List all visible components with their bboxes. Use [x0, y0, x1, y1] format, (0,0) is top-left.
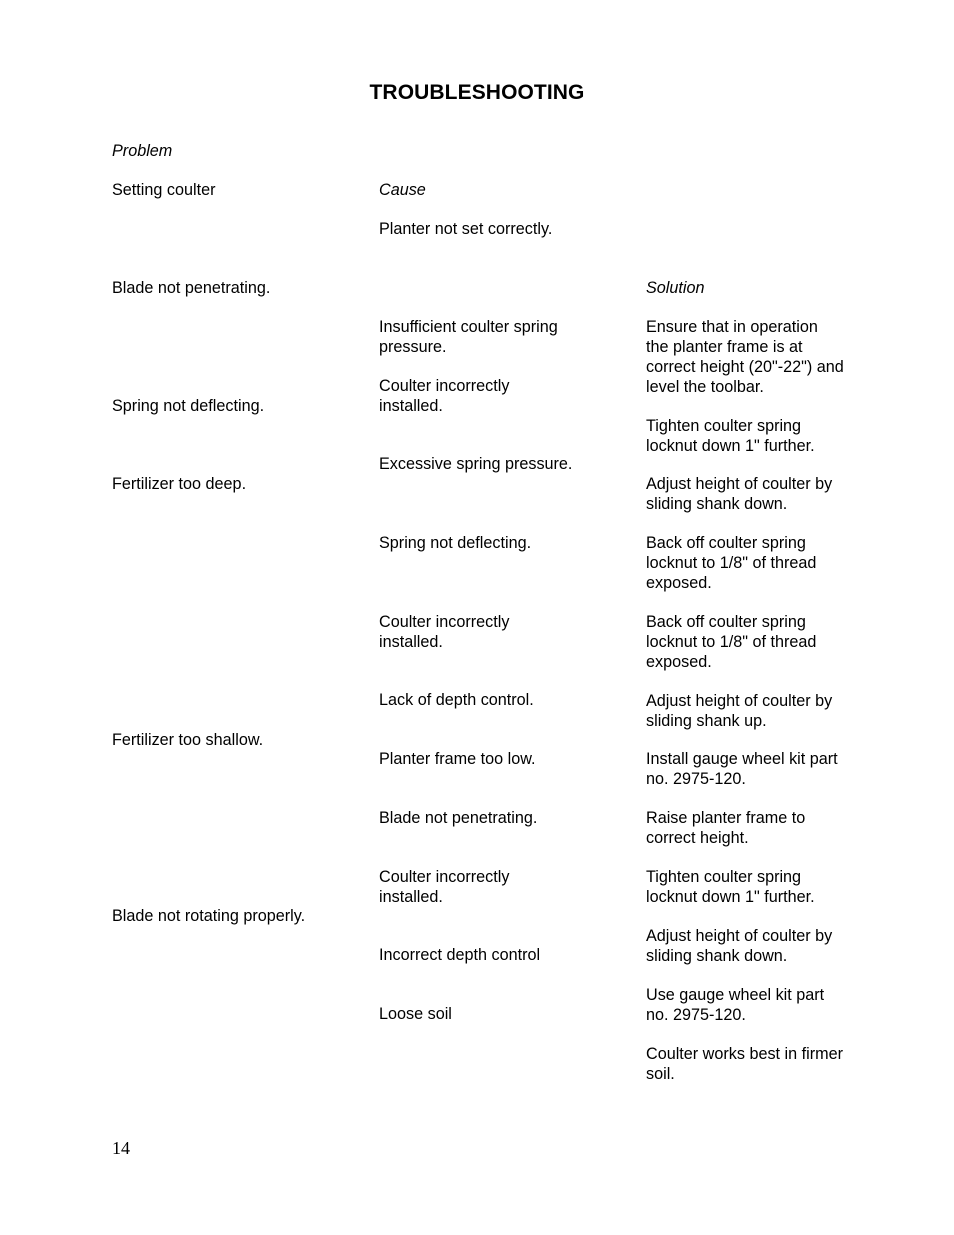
- solution-item: Raise planter frame to correct height.: [646, 809, 806, 847]
- problem-item: Blade not penetrating.: [112, 279, 271, 297]
- cause-item: Planter frame too low.: [379, 750, 536, 768]
- cause-item: Coulter incorrectly installed.: [379, 613, 510, 651]
- solution-item: Back off coulter spring locknut to 1/8" of thread exposed.: [646, 613, 817, 671]
- cause-item: Lack of depth control.: [379, 691, 534, 709]
- problem-item: Blade not rotating properly.: [112, 907, 306, 925]
- problem-header: Problem: [112, 142, 173, 160]
- solution-item: Back off coulter spring locknut to 1/8" of thread exposed.: [646, 534, 817, 592]
- cause-item: Spring not deflecting.: [379, 534, 532, 552]
- problem-item: Setting coulter: [112, 181, 216, 199]
- problem-item: Fertilizer too shallow.: [112, 731, 264, 749]
- solution-item: Adjust height of coulter by sliding shank down.: [646, 927, 833, 965]
- solution-header: Solution: [646, 279, 705, 297]
- solution-item: Ensure that in operation the planter frame is at correct height (20"-22") and level the toolbar.: [646, 318, 844, 396]
- cause-item: Coulter incorrectly installed.: [379, 377, 510, 415]
- cause-item: Insufficient coulter spring pressure.: [379, 318, 558, 356]
- page-number: 14: [112, 1138, 130, 1158]
- cause-item: Planter not set correctly.: [379, 220, 553, 238]
- cause-item: Loose soil: [379, 1005, 452, 1023]
- solution-item: Use gauge wheel kit part no. 2975-120.: [646, 986, 825, 1024]
- problem-item: Spring not deflecting.: [112, 397, 265, 415]
- solution-item: Adjust height of coulter by sliding shank down.: [646, 475, 833, 513]
- cause-item: Excessive spring pressure.: [379, 455, 573, 473]
- solution-item: Tighten coulter spring locknut down 1" further.: [646, 868, 815, 906]
- solution-item: Tighten coulter spring locknut down 1" further.: [646, 417, 815, 455]
- page-title: TROUBLESHOOTING: [369, 81, 585, 104]
- solution-item: Install gauge wheel kit part no. 2975-120.: [646, 750, 838, 788]
- cause-item: Blade not penetrating.: [379, 809, 538, 827]
- cause-header: Cause: [379, 181, 426, 199]
- solution-item: Adjust height of coulter by sliding shank up.: [646, 692, 833, 730]
- solution-item: Coulter works best in firmer soil.: [646, 1045, 844, 1083]
- cause-item: Incorrect depth control: [379, 946, 541, 964]
- cause-item: Coulter incorrectly installed.: [379, 868, 510, 906]
- problem-item: Fertilizer too deep.: [112, 475, 247, 493]
